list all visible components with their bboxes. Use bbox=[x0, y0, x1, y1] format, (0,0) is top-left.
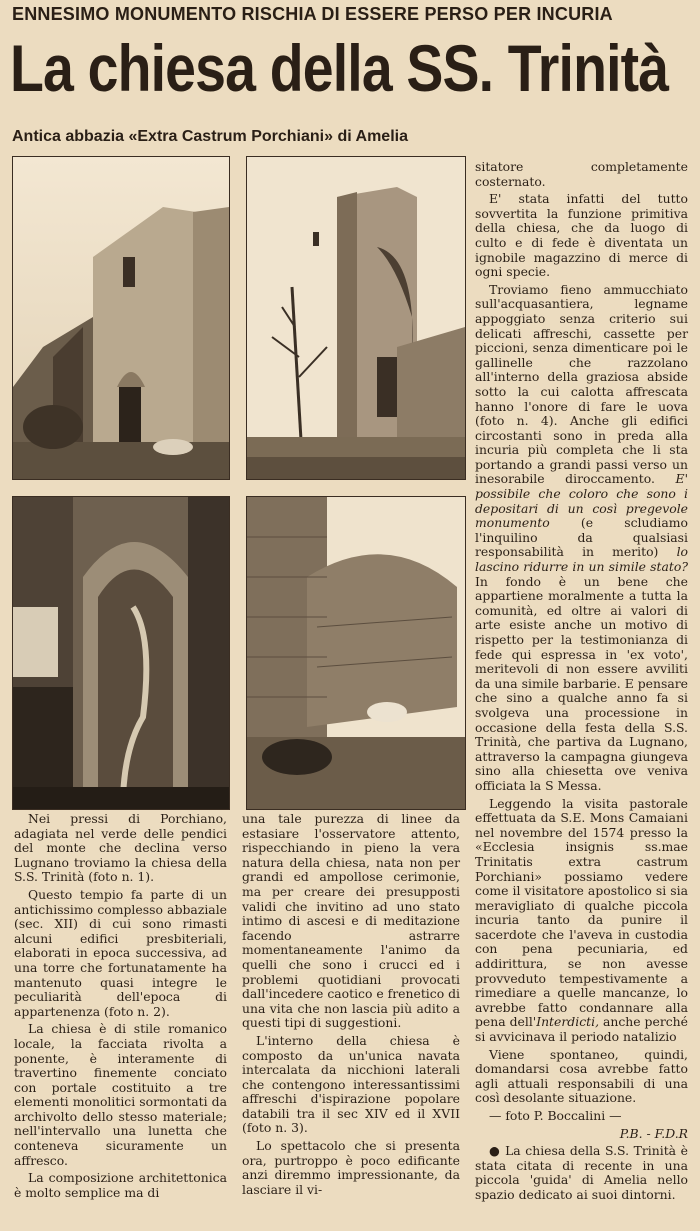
text-run: Troviamo fieno ammucchiato sull'acquasantiera, legname appoggiato senza criterio sui delicati affreschi, cassette per piccioni, senza dimenticare poi le gallinelle che razzolano all'interno della graziosa abside sotto la cui calotta affrescata hanno l'onore di fare le uova (foto n. 4). Anche gli edifici circostanti sono in preda alla incuria più completa che li sta portando a grandi passi verso un inesorabile diroccamento. bbox=[475, 281, 688, 487]
photo-interior-fresco bbox=[12, 496, 230, 810]
italic-question: E' possibile che coloro che sono i depositari di un così pregevole monumento bbox=[475, 471, 688, 531]
footnote: ● La chiesa della S.S. Trinità è stata citata di recente in una piccola 'guida' di Amelia nello spazio dedicato ai suoi dintorni. bbox=[475, 1143, 688, 1202]
photo-credit: — foto P. Boccalini — bbox=[489, 1108, 622, 1123]
text-run: (e scludiamo l'inquilino da qualsiasi responsabilità in merito) bbox=[475, 515, 688, 560]
paragraph bbox=[475, 797, 688, 1045]
article-column-1 bbox=[14, 812, 227, 1203]
article-column-2 bbox=[242, 812, 460, 1200]
paragraph: Lo spettacolo che si presenta ora, purtroppo è poco edificante anzi diremmo impressionante, da lasciare il vi- bbox=[242, 1138, 460, 1197]
paragraph: E' stata infatti del tutto sovvertita la funzione primitiva della chiesa, che da luogo di culto e di fede è diventata un ignobile magazzino di merce di ogni specie. bbox=[475, 191, 688, 280]
text-run: anche perché si avvicinava il periodo natalizio bbox=[475, 1014, 688, 1045]
paragraph: sitatore completamente costernato. bbox=[475, 159, 688, 189]
paragraph: La chiesa è di stile romanico locale, la facciata rivolta a ponente, è interamente di travertino finemente conciato con portale costituito a tre elementi monolitici sormontati da archivolto dello stesso materiale; nell'intervallo una lunetta che conteneva sicuramente un affresco. bbox=[14, 1021, 227, 1168]
kicker-headline: ENNESIMO MONUMENTO RISCHIA DI ESSERE PERSO PER INCURIA bbox=[12, 4, 613, 24]
paragraph: L'interno della chiesa è composto da un'unica navata intercalata da nicchioni laterali che contengono interessantissimi affreschi d'ispirazione popolare databili tra il sec XIV ed il XVII (foto n. 3). bbox=[242, 1032, 460, 1136]
article-column-3 bbox=[475, 160, 688, 1206]
photo-church-facade bbox=[12, 156, 230, 480]
paragraph: Questo tempio fa parte di un antichissimo complesso abbaziale (sec. XII) di cui sono rimasti alcuni edifici presbiteriali, elaborati in epoca successiva, ad una torre che fortunatamente ha mantenuto quasi integre le peculiarità dell'epoca di appartenenza (foto n. 2). bbox=[14, 886, 227, 1019]
paragraph bbox=[475, 283, 688, 794]
paragraph: Nei pressi di Porchiano, adagiata nel verde delle pendici del monte che declina verso Lugnano troviamo la chiesa della S.S. Trinità (foto n. 1). bbox=[14, 811, 227, 885]
text-run: Leggendo la visita pastorale effettuata da S.E. Mons Camaiani nel novembre del 1574 presso la «Ecclesia insignis ss.mae Trinitatis extra castrum Porchiani» possiamo vedere come il visitatore apostolico si sia meravigliato di qualche piccola incuria tanto da punire il sacerdote che l'aveva in custodia con pena pecuniaria, ed addirittura, se non avesse provveduto tempestivamente a rimediare a quelle mancanze, lo avrebbe fatto condannare alla pena dell' bbox=[475, 795, 688, 1030]
text-run: In fondo è un bene che appartiene moralmente a tutta la comunità, ed oltre ai valori di arte esiste anche un motivo di rispetto per la testimonianza di fede qui espressa in 'ex voto', meritevoli di non essere avviliti da una simile barbarie. E pensare che sino a qualche anno fa si svolgeva una processione in occasione della festa della S.S. Trinità, che partiva da Lugnano, attraverso la campagna giungeva sino alla chiesetta ove veniva officiata la S Messa. bbox=[475, 573, 688, 793]
paragraph: Viene spontaneo, quindi, domandarsi cosa avrebbe fatto agli attuali responsabili di una così desolante situazione. bbox=[475, 1046, 688, 1106]
photo-apse bbox=[246, 496, 466, 810]
photo-grid bbox=[12, 156, 464, 808]
subheadline: Antica abbazia «Extra Castrum Porchiani» di Amelia bbox=[12, 128, 408, 145]
italic-question: lo lascino ridurre in un simile stato? bbox=[475, 544, 688, 575]
paragraph: una tale purezza di linee da estasiare l'osservatore attento, rispecchiando in pieno la vera natura della chiesa, nata non per grandi ed ampollose cerimonie, ma per creare dei presupposti validi che invitino ad uno stato intimo di ascesi e di meditazione facendo astrarre momentaneamente l'animo da quelli che sono i crucci ed i problemi quotidiani provocati dall'incedere caotico e frenetico di una vita che non lascia più adito a questi tipi di suggestioni. bbox=[242, 811, 460, 1031]
main-headline: La chiesa della SS. Trinità bbox=[10, 31, 669, 105]
author-signature: P.B. - F.D.R bbox=[619, 1125, 688, 1141]
photo-bell-tower bbox=[246, 156, 466, 480]
paragraph: La composizione architettonica è molto semplice ma di bbox=[14, 1170, 227, 1200]
italic-term: Interdicti, bbox=[536, 1014, 600, 1030]
